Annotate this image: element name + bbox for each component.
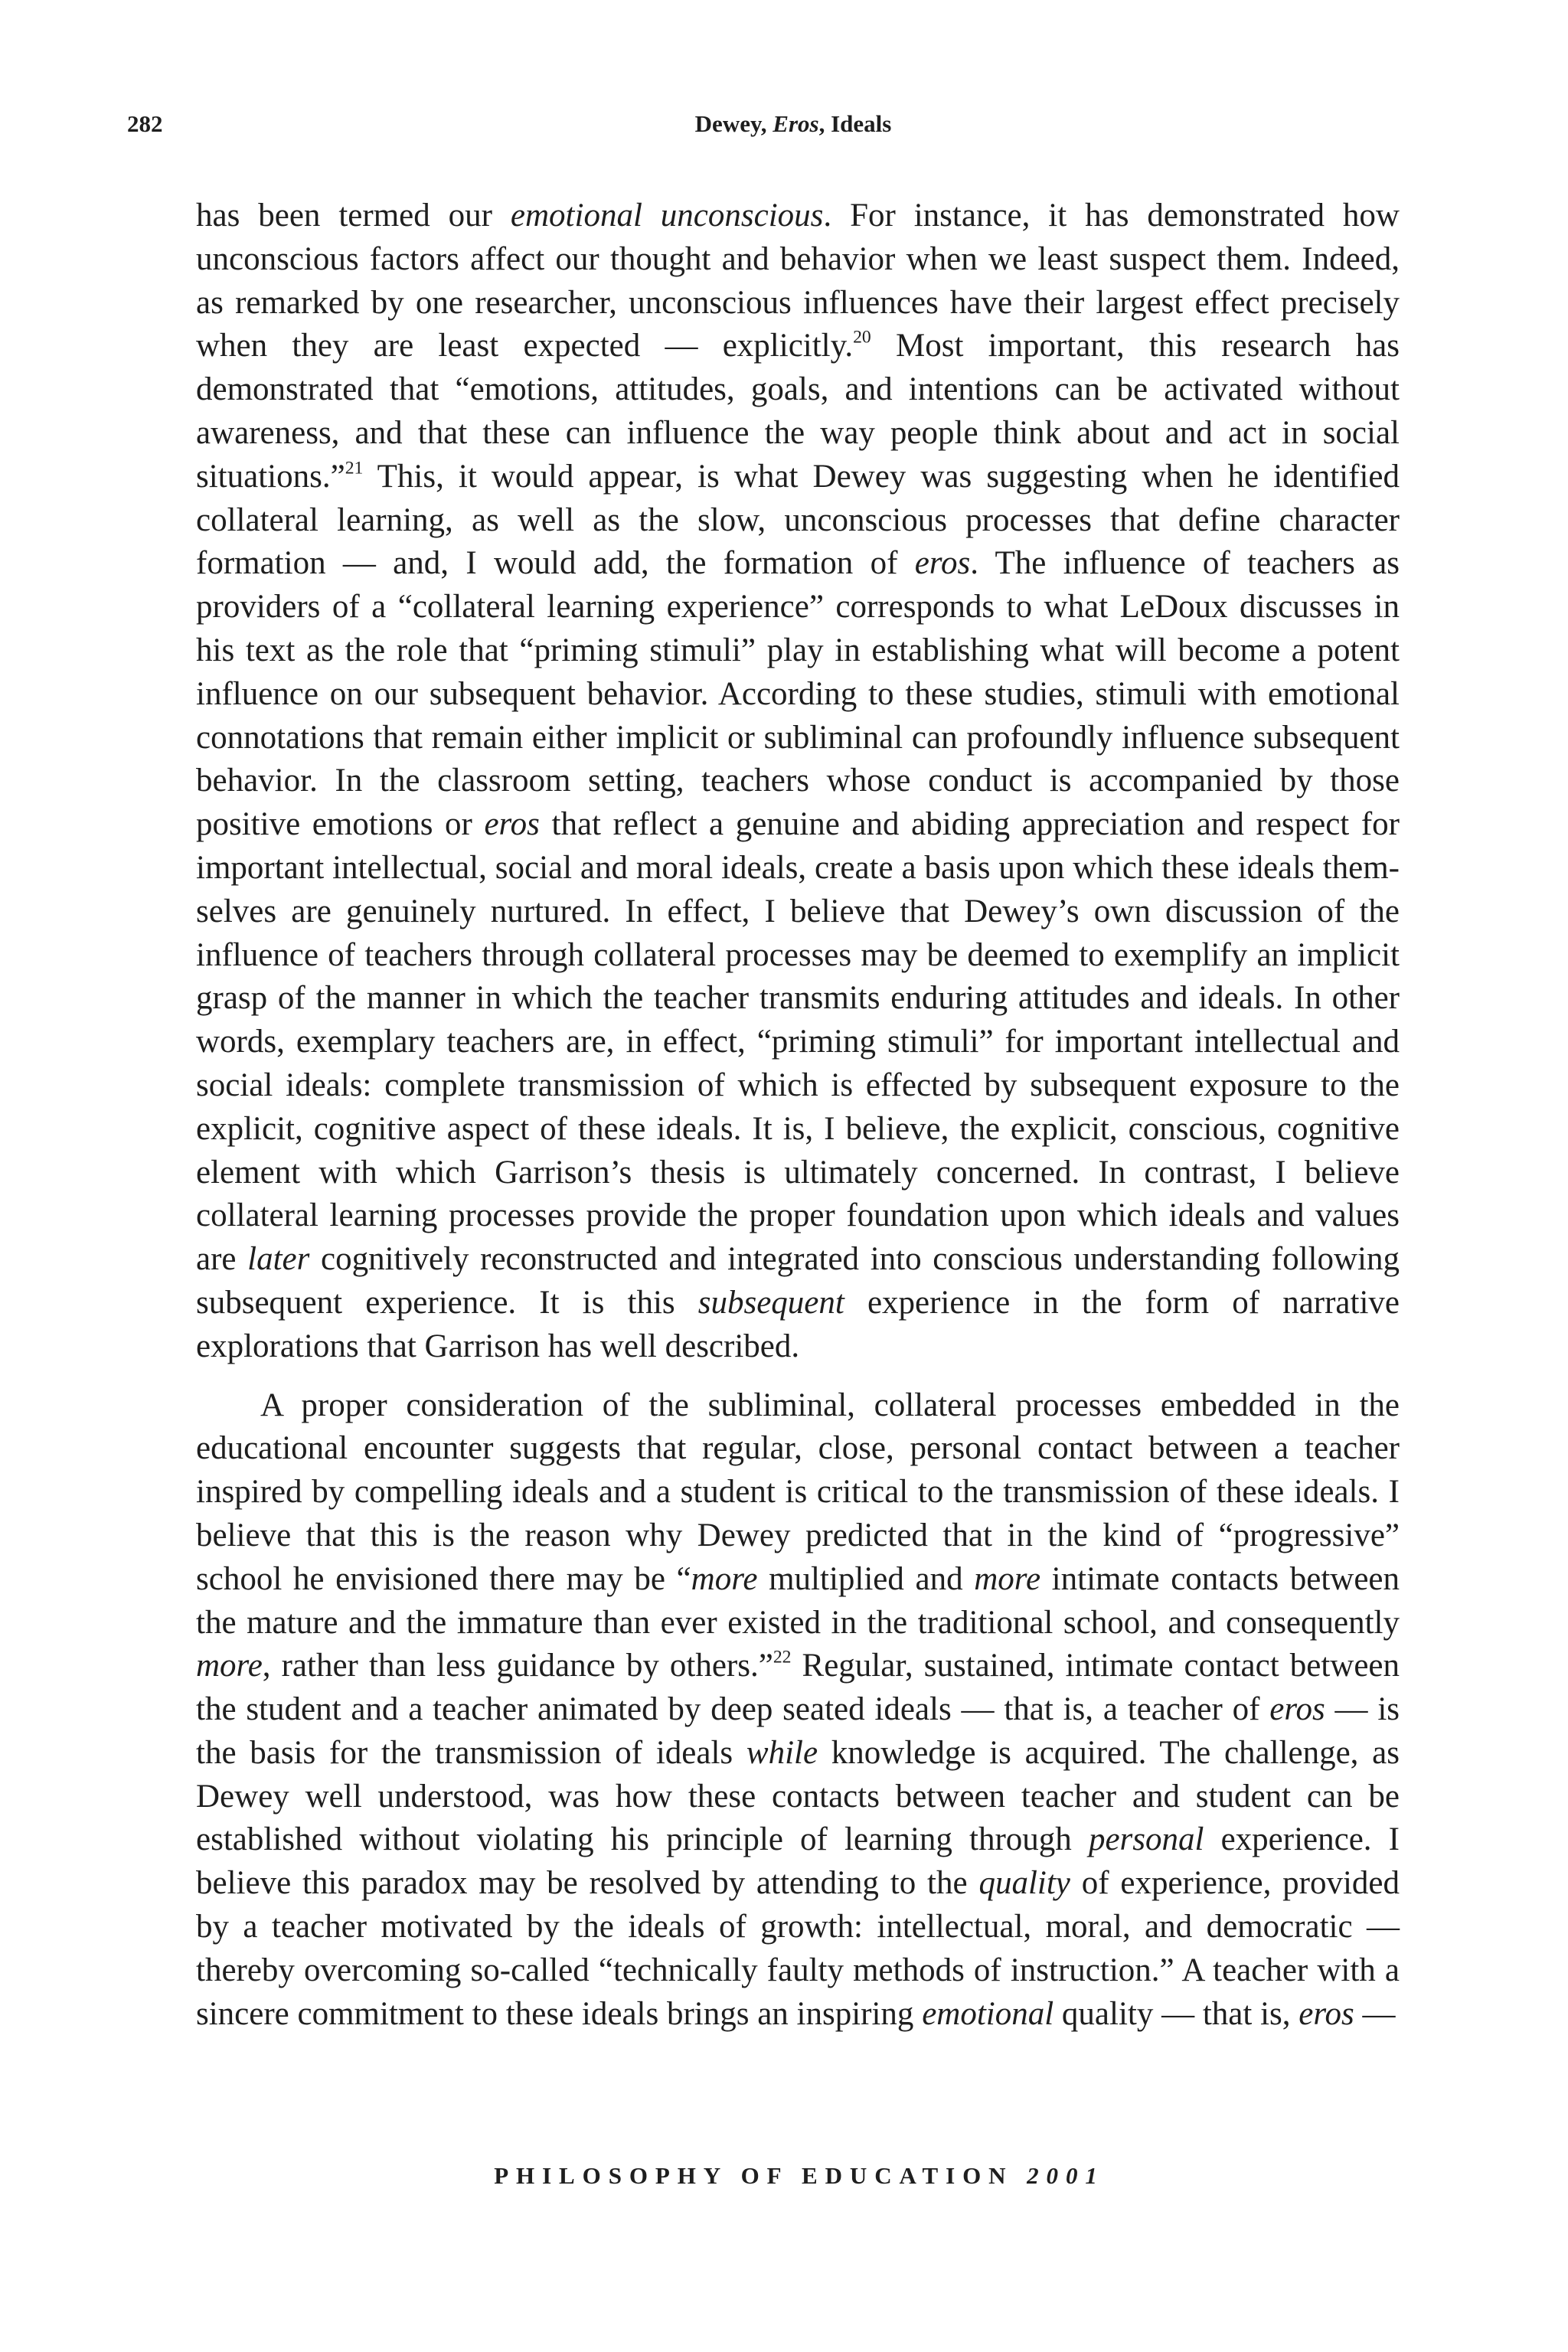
footnote-ref-20[interactable]: 20 (853, 327, 871, 348)
paragraph-1: has been termed our emotional unconscious. For instance, it has demonstrated how unconscious factors affect our thought and behavior when we least suspect them. Indeed, as remarked by one researcher, unconscious influences have their largest effect precisely when they are least expected — explicitly.$^{20}$ Most important, this research has demonstrated that “emotions, attitudes, goals, and intentions can be activated without awareness, and that these can influence the way people think about and act in social situations.”$^{21}$ This, it would appear, is what Dewey was suggesting when he identified collateral learning, as well as the slow, unconscious processes that define character formation — and, I would add, the formation of eros. The influence of teachers as providers of a “collateral learning experience” corresponds to what LeDoux discusses in his text as the role that “priming stimuli” play in establishing what will become a potent influence on our subsequent behavior. According to these studies, stimuli with emotional connotations that remain either implicit or subliminal can profoundly influence subsequent behavior. In the classroom setting, teachers whose conduct is accompanied by those positive emotions or eros that reflect a genuine and abiding appreciation and respect for important intellectual, social and moral ideals, create a basis upon which these ideals themselves are genuinely nurtured. In effect, I believe that Dewey’s own discussion of the influence of teachers through collateral processes may be deemed to exemplify an implicit grasp of the manner in which the teacher transmits enduring attitudes and ideals. In other words, exemplary teachers are, in effect, “priming stimuli” for important intellectual and social ideals: complete transmission of which is effected by subsequent exposure to the explicit, cognitive aspect of these ideals. It is, I believe, the explicit, conscious, cognitive element with which Garrison’s thesis is ultimately concerned. In contrast, I believe collateral learning processes provide the proper foundation upon which ideals and values are later cognitively reconstructed and integrated into conscious understanding following subsequent experience. It is this subsequent experience in the form of narrative explorations that Garrison has well described. (196, 198, 1400, 1364)
page-footer (0, 2161, 1568, 2191)
journal-year: 2001 (1027, 2162, 1105, 2189)
journal-name: PHILOSOPHY OF EDUCATION (494, 2162, 1027, 2189)
footnote-ref-21[interactable]: 21 (345, 458, 364, 479)
page-header (0, 106, 1568, 142)
page-number: 282 (127, 110, 163, 137)
body-text (196, 194, 1400, 2036)
paragraph-2: A proper consideration of the subliminal, collateral processes embedded in the educational encounter suggests that regular, close, personal contact between a teacher inspired by compelling ideals and a student is critical to the transmission of these ideals. I believe that this is the reason why Dewey predicted that in the kind of “progressive” school he envisioned there may be “more multiplied and more intimate contacts between the mature and the immature than ever existed in the traditional school, and consequently more, rather than less guidance by others.”$^{22}$ Regular, sustained, intimate contact between the student and a teacher animated by deep seated ideals — that is, a teacher of eros — is the basis for the transmission of ideals while knowledge is acquired. The challenge, as Dewey well understood, was how these contacts between teacher and student can be established without violating his principle of learning through personal experience. I believe this paradox may be resolved by attending to the quality of experience, provided by a teacher motivated by the ideals of growth: intellectual, moral, and democratic — thereby overcoming so-called “technically faulty methods of instruction.” A teacher with a sincere commitment to these ideals brings an inspiring emotional quality — that is, eros — (196, 1387, 1400, 2032)
running-head: Dewey, Eros, Ideals (694, 110, 892, 137)
footnote-ref-22[interactable]: 22 (773, 1647, 792, 1668)
